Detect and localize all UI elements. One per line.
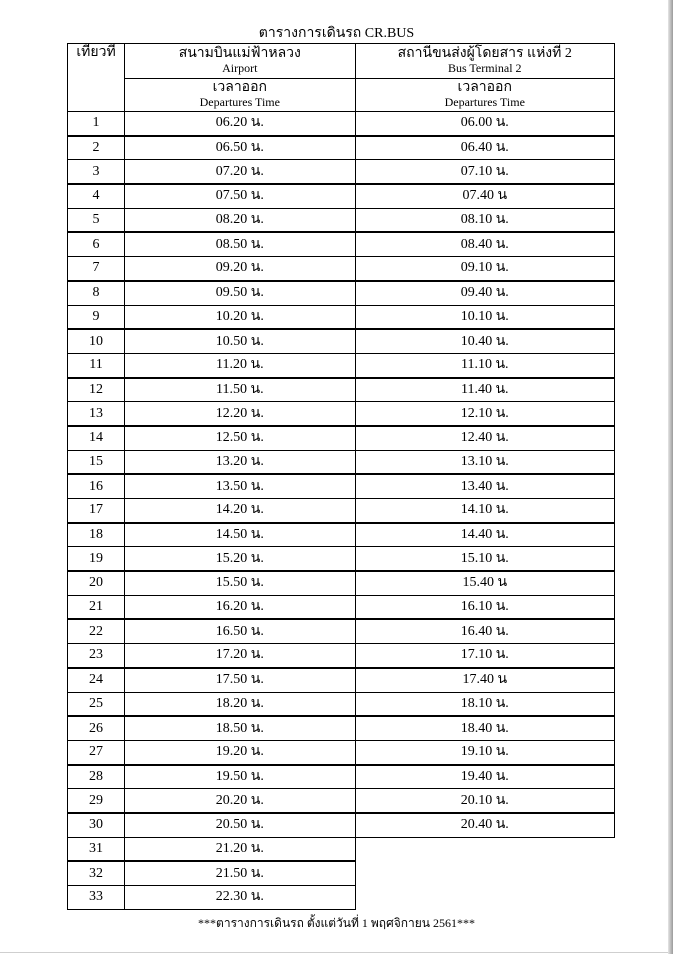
table-row — [68, 378, 615, 402]
airport-departure-time: 07.50 น. — [125, 184, 355, 208]
airport-departure-time: 15.50 น. — [125, 571, 355, 595]
trip-number: 26 — [68, 716, 125, 740]
table-row — [68, 692, 615, 716]
trip-number: 11 — [68, 353, 125, 377]
airport-departure-time: 09.50 น. — [125, 281, 355, 305]
terminal-departure-time: 07.40 น — [355, 184, 615, 208]
table-row — [68, 644, 615, 668]
table-row — [68, 232, 615, 256]
airport-departure-time: 06.50 น. — [125, 136, 355, 160]
terminal-departure-time: 15.40 น — [355, 571, 615, 595]
airport-departure-time: 07.20 น. — [125, 160, 355, 184]
terminal-departure-time: 08.10 น. — [355, 208, 615, 232]
table-row — [68, 740, 615, 764]
table-row — [68, 789, 615, 813]
header-terminal-th: สถานีขนส่งผู้โดยสาร แห่งที่ 2 — [397, 46, 572, 61]
airport-departure-time: 22.30 น. — [125, 886, 355, 910]
terminal-departure-time: 14.40 น. — [355, 523, 615, 547]
terminal-departure-time — [355, 837, 615, 861]
page-edge-shadow — [668, 0, 673, 954]
table-row — [68, 499, 615, 523]
table-row — [68, 281, 615, 305]
trip-number: 13 — [68, 402, 125, 426]
header-trip-label: เที่ยวที่ — [76, 45, 116, 60]
header-airport-th: สนามบินแม่ฟ้าหลวง — [178, 46, 301, 61]
trip-number: 19 — [68, 547, 125, 571]
trip-number: 30 — [68, 813, 125, 837]
schedule-body — [68, 112, 615, 910]
table-row — [68, 112, 615, 136]
table-row — [68, 208, 615, 232]
trip-number: 28 — [68, 765, 125, 789]
trip-number: 1 — [68, 112, 125, 136]
trip-number: 12 — [68, 378, 125, 402]
airport-departure-time: 09.20 น. — [125, 257, 355, 281]
header-terminal — [355, 44, 615, 79]
table-row — [68, 184, 615, 208]
table-row — [68, 353, 615, 377]
header-terminal-en: Bus Terminal 2 — [447, 61, 522, 75]
table-row — [68, 450, 615, 474]
airport-departure-time: 17.50 น. — [125, 668, 355, 692]
trip-number: 29 — [68, 789, 125, 813]
trip-number: 7 — [68, 257, 125, 281]
trip-number: 27 — [68, 740, 125, 764]
airport-departure-time: 21.20 น. — [125, 837, 355, 861]
table-row — [68, 160, 615, 184]
terminal-departure-time: 15.10 น. — [355, 547, 615, 571]
airport-departure-time: 08.20 น. — [125, 208, 355, 232]
airport-departure-time: 20.50 น. — [125, 813, 355, 837]
header-airport-departure — [125, 79, 355, 112]
header-airport-departure-th: เวลาออก — [212, 80, 267, 95]
table-row — [68, 716, 615, 740]
terminal-departure-time: 07.10 น. — [355, 160, 615, 184]
terminal-departure-time: 14.10 น. — [355, 499, 615, 523]
terminal-departure-time: 06.40 น. — [355, 136, 615, 160]
trip-number: 22 — [68, 619, 125, 643]
table-row — [68, 765, 615, 789]
terminal-departure-time: 10.40 น. — [355, 329, 615, 353]
table-row — [68, 523, 615, 547]
trip-number: 20 — [68, 571, 125, 595]
terminal-departure-time — [355, 886, 615, 910]
table-row — [68, 257, 615, 281]
table-row — [68, 861, 615, 885]
table-row — [68, 886, 615, 910]
airport-departure-time: 15.20 น. — [125, 547, 355, 571]
terminal-departure-time: 10.10 น. — [355, 305, 615, 329]
header-row-locations — [68, 44, 615, 79]
terminal-departure-time: 13.10 น. — [355, 450, 615, 474]
trip-number: 2 — [68, 136, 125, 160]
airport-departure-time: 12.50 น. — [125, 426, 355, 450]
schedule-footnote: ***ตารางการเดินรถ ตั้งแต่วันที่ 1 พฤศจิกายน 2561*** — [198, 916, 475, 930]
trip-number: 15 — [68, 450, 125, 474]
trip-number: 8 — [68, 281, 125, 305]
terminal-departure-time: 06.00 น. — [355, 112, 615, 136]
header-terminal-departure — [355, 79, 615, 112]
trip-number: 10 — [68, 329, 125, 353]
airport-departure-time: 10.50 น. — [125, 329, 355, 353]
bus-schedule-table — [67, 43, 615, 910]
airport-departure-time: 16.20 น. — [125, 595, 355, 619]
terminal-departure-time: 13.40 น. — [355, 474, 615, 498]
terminal-departure-time: 12.40 น. — [355, 426, 615, 450]
airport-departure-time: 06.20 น. — [125, 112, 355, 136]
header-terminal-departure-th: เวลาออก — [457, 80, 512, 95]
terminal-departure-time — [355, 861, 615, 885]
airport-departure-time: 18.20 น. — [125, 692, 355, 716]
terminal-departure-time: 09.10 น. — [355, 257, 615, 281]
airport-departure-time: 14.20 น. — [125, 499, 355, 523]
trip-number: 5 — [68, 208, 125, 232]
terminal-departure-time: 12.10 น. — [355, 402, 615, 426]
table-row — [68, 136, 615, 160]
trip-number: 32 — [68, 861, 125, 885]
terminal-departure-time: 09.40 น. — [355, 281, 615, 305]
trip-number: 4 — [68, 184, 125, 208]
header-airport — [125, 44, 355, 79]
trip-number: 14 — [68, 426, 125, 450]
terminal-departure-time: 20.40 น. — [355, 813, 615, 837]
table-row — [68, 402, 615, 426]
terminal-departure-time: 18.10 น. — [355, 692, 615, 716]
trip-number: 23 — [68, 644, 125, 668]
table-row — [68, 813, 615, 837]
trip-number: 24 — [68, 668, 125, 692]
trip-number: 31 — [68, 837, 125, 861]
terminal-departure-time: 19.10 น. — [355, 740, 615, 764]
airport-departure-time: 19.20 น. — [125, 740, 355, 764]
terminal-departure-time: 11.10 น. — [355, 353, 615, 377]
header-airport-en: Airport — [222, 61, 258, 75]
trip-number: 17 — [68, 499, 125, 523]
airport-departure-time: 16.50 น. — [125, 619, 355, 643]
terminal-departure-time: 18.40 น. — [355, 716, 615, 740]
table-row — [68, 571, 615, 595]
document-title: ตารางการเดินรถ CR.BUS — [258, 26, 415, 41]
trip-number: 21 — [68, 595, 125, 619]
trip-number: 18 — [68, 523, 125, 547]
terminal-departure-time: 16.40 น. — [355, 619, 615, 643]
airport-departure-time: 18.50 น. — [125, 716, 355, 740]
trip-number: 3 — [68, 160, 125, 184]
airport-departure-time: 21.50 น. — [125, 861, 355, 885]
trip-number: 25 — [68, 692, 125, 716]
trip-number: 9 — [68, 305, 125, 329]
airport-departure-time: 17.20 น. — [125, 644, 355, 668]
airport-departure-time: 11.50 น. — [125, 378, 355, 402]
table-row — [68, 426, 615, 450]
table-row — [68, 668, 615, 692]
table-row — [68, 619, 615, 643]
table-row — [68, 547, 615, 571]
terminal-departure-time: 08.40 น. — [355, 232, 615, 256]
terminal-departure-time: 20.10 น. — [355, 789, 615, 813]
table-row — [68, 329, 615, 353]
airport-departure-time: 12.20 น. — [125, 402, 355, 426]
header-airport-departure-en: Departures Time — [199, 95, 280, 109]
table-row — [68, 595, 615, 619]
airport-departure-time: 08.50 น. — [125, 232, 355, 256]
airport-departure-time: 14.50 น. — [125, 523, 355, 547]
airport-departure-time: 19.50 น. — [125, 765, 355, 789]
terminal-departure-time: 11.40 น. — [355, 378, 615, 402]
airport-departure-time: 13.20 น. — [125, 450, 355, 474]
header-terminal-departure-en: Departures Time — [444, 95, 525, 109]
table-row — [68, 837, 615, 861]
airport-departure-time: 10.20 น. — [125, 305, 355, 329]
header-row-departures — [68, 79, 615, 112]
trip-number: 16 — [68, 474, 125, 498]
terminal-departure-time: 17.40 น — [355, 668, 615, 692]
terminal-departure-time: 16.10 น. — [355, 595, 615, 619]
trip-number: 33 — [68, 886, 125, 910]
terminal-departure-time: 17.10 น. — [355, 644, 615, 668]
terminal-departure-time: 19.40 น. — [355, 765, 615, 789]
airport-departure-time: 13.50 น. — [125, 474, 355, 498]
airport-departure-time: 20.20 น. — [125, 789, 355, 813]
table-row — [68, 474, 615, 498]
table-row — [68, 305, 615, 329]
airport-departure-time: 11.20 น. — [125, 353, 355, 377]
trip-number: 6 — [68, 232, 125, 256]
header-trip — [68, 44, 125, 112]
